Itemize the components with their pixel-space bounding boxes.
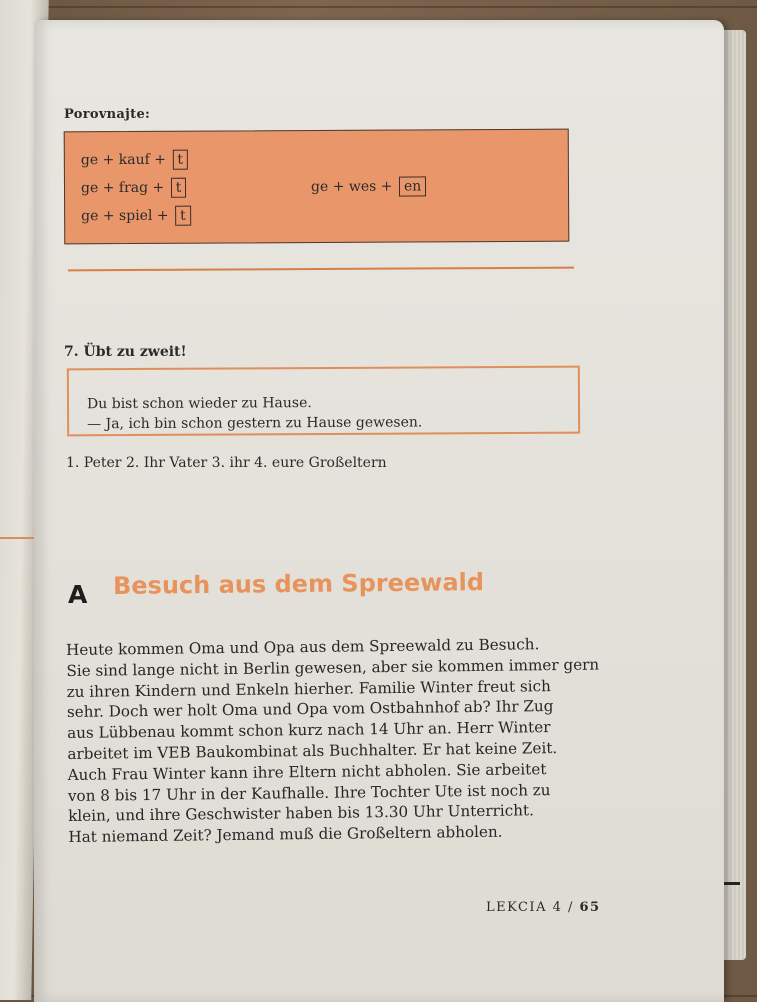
text-line: von 8 bis 17 Uhr in der Kaufhalle. Ihre Tochter Ute ist noch zu — [67, 780, 551, 805]
dialog-line: — Ja, ich bin schon gestern zu Hause gewesen. — [87, 414, 423, 433]
formula-kauf: ge + kauf + t — [81, 150, 188, 171]
text-line: aus Lübbenau kommt schon kurz nach 14 Uhr an. Herr Winter — [67, 718, 551, 743]
compare-heading: Porovnajte: — [64, 107, 151, 122]
ending-box: en — [399, 176, 426, 196]
ending-box: t — [172, 150, 188, 170]
reading-text — [66, 633, 628, 848]
exercise-title: 7. Übt zu zweit! — [64, 344, 187, 360]
text-line: arbeitet im VEB Baukombinat als Buchhalter. Er hat keine Zeit. — [67, 738, 558, 763]
text-line: zu ihren Kindern und Enkeln hierher. Familie Winter freut sich — [66, 676, 551, 701]
text-line: Heute kommen Oma und Opa aus dem Spreewald zu Besuch. — [66, 635, 540, 659]
page-edge-mark — [724, 882, 740, 885]
text-line: klein, und ihre Geschwister haben bis 13.30 Uhr Unterricht. — [68, 801, 535, 826]
lesson-label: LEKCIA 4 — [486, 900, 563, 915]
ending-box: t — [171, 178, 187, 198]
text-line: Auch Frau Winter kann ihre Eltern nicht abholen. Sie arbeitet — [67, 759, 547, 784]
text-line: sehr. Doch wer holt Oma und Opa vom Ostbahnhof ab? Ihr Zug — [66, 697, 554, 722]
text-line: Sie sind lange nicht in Berlin gewesen, aber sie kommen immer gern — [66, 655, 600, 680]
page-footer: LEKCIA 4 / 65 — [486, 900, 601, 915]
formula-frag: ge + frag + t — [81, 178, 186, 199]
text-line: Hat niemand Zeit? Jemand muß die Großeltern abholen. — [68, 822, 503, 847]
page-number: 65 — [579, 900, 601, 915]
dialog-line: Du bist schon wieder zu Hause. — [86, 395, 312, 413]
section-title: Besuch aus dem Spreewald — [112, 568, 485, 600]
formula-wes: ge + wes + en — [311, 176, 426, 197]
exercise-subjects: 1. Peter 2. Ihr Vater 3. ihr 4. eure Großeltern — [66, 455, 387, 471]
ending-box: t — [175, 206, 191, 226]
section-letter: A — [68, 580, 88, 609]
dialog-box — [67, 366, 580, 437]
left-page-orange-rule — [0, 537, 38, 539]
comparison-box — [64, 129, 570, 245]
formula-spiel: ge + spiel + t — [81, 206, 191, 227]
